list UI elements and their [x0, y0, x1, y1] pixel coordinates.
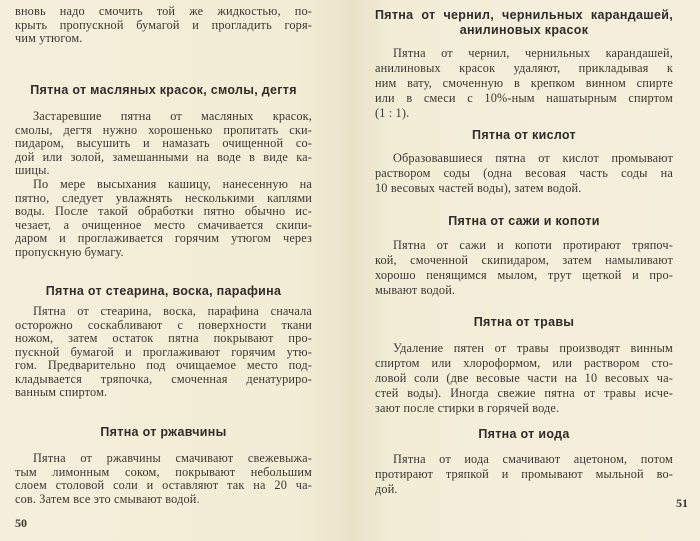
paragraph: [15, 305, 312, 400]
paragraph: [15, 452, 312, 506]
heading-line: Пятна от чернил, чернильных карандашей,: [375, 8, 673, 22]
paragraph: [375, 238, 673, 298]
text-line: дой.: [375, 482, 398, 496]
heading-line: Пятна от иода: [478, 427, 570, 441]
text-line: Пятна от иода смачивают ацетоном, потом: [393, 452, 673, 466]
text-line: осторожно соскабливают с поверхности ткани: [15, 317, 312, 332]
text-line: По мере высыхания кашицу, нанесенную на: [33, 177, 312, 191]
text-line: протирают тряпкой и промывают мыльной во-: [375, 467, 673, 481]
text-line: ножом, затем остаток пятна покрывают про-: [15, 331, 312, 345]
text-line: пидаром, высушить и намазать очищенной со-: [15, 136, 312, 150]
paragraph: [375, 452, 673, 497]
text-line: чим утюгом.: [15, 31, 83, 45]
section-heading: [375, 427, 673, 442]
text-line: сов. Затем все это смывают водой.: [15, 491, 200, 506]
heading-line: Пятна от сажи и копоти: [448, 214, 600, 228]
text-line: ванным спиртом.: [15, 385, 108, 399]
text-line: спиртом или хлороформом, или раствором сто-: [375, 356, 673, 370]
text-line: зают после стирки в горячей воде.: [375, 401, 560, 415]
heading-line: Пятна от масляных красок, смолы, дегтя: [30, 83, 297, 97]
text-line: даром и проглаживается горячим утюгом через: [15, 231, 312, 245]
text-line: (1 : 1).: [375, 106, 410, 120]
heading-line: анилиновых красок: [459, 23, 589, 37]
text-line: кой, смоченной скипидаром, затем намыливают: [375, 253, 673, 267]
text-line: Пятна от чернил, чернильных карандашей,: [393, 46, 673, 60]
text-line: гом. Предварительно под очищаемое место под-: [15, 358, 312, 372]
text-line: кладывается тряпочка, смоченная денатуриро-: [15, 371, 312, 386]
paragraph: [15, 110, 312, 178]
text-line: Образовавшиеся пятна от кислот промывают: [393, 151, 673, 165]
paragraph: [375, 46, 673, 121]
section-heading: [375, 128, 673, 143]
text-line: раствором соды (одна весовая часть соды на: [375, 166, 673, 180]
text-line: Застаревшие пятна от масляных красок,: [33, 109, 312, 123]
section-heading: [375, 315, 673, 330]
paragraph: [15, 5, 312, 46]
text-line: пятно, следует увлажнять несколькими каплями: [15, 190, 312, 205]
heading-line: Пятна от стеарина, воска, парафина: [45, 284, 282, 298]
text-line: анилиновых красок удаляют, прикладывая к: [375, 61, 673, 75]
text-line: слоем столовой соли и оставляют так на 20 ча-: [15, 478, 312, 492]
section-heading: [375, 214, 673, 229]
text-line: шицы.: [15, 163, 50, 177]
heading-line: Пятна от кислот: [472, 128, 576, 142]
text-line: ним вату, смоченную в крепком винном спирте: [375, 76, 673, 90]
text-line: Пятна от стеарина, воска, парафина сначала: [33, 304, 312, 318]
text-line: Удаление пятен от травы производят винным: [393, 341, 673, 355]
heading-line: Пятна от травы: [473, 315, 575, 329]
text-line: смолы, дегтя нужно хорошенько пропитать ски-: [15, 122, 312, 137]
text-line: тым лимонным соком, покрывают небольшим: [15, 464, 312, 479]
paragraph: [375, 151, 673, 196]
section-heading: [375, 8, 673, 38]
section-heading: [15, 84, 312, 98]
right-page: [350, 0, 700, 541]
text-line: пускной бумагой и проглаживают горячим утю-: [15, 344, 312, 359]
section-heading: [15, 426, 312, 440]
page-number: 50: [15, 516, 27, 530]
text-line: 10 весовых частей воды), затем водой.: [375, 181, 582, 195]
text-line: воды. После такой обработки пятно обычно ис-: [15, 204, 312, 218]
text-line: ловой соли (две весовые части на 10 весовых ча-: [375, 371, 673, 385]
text-line: вновь надо смочить той же жидкостью, по-: [15, 4, 312, 18]
text-line: мывают водой.: [375, 283, 456, 297]
section-heading: [15, 285, 312, 299]
text-line: чезает, а очищенное место смачивается скипи-: [15, 217, 312, 232]
text-line: или в смеси с 10%-ным нашатырным спиртом: [375, 91, 673, 105]
text-line: Пятна от ржавчины смачивают свежевыжа-: [33, 451, 312, 465]
text-line: дой или золой, замешанными на воде в виде ка-: [15, 149, 312, 164]
page-number: 51: [676, 496, 688, 510]
paragraph: [375, 341, 673, 416]
text-line: хорошо пенящимся мылом, трут щеткой и про-: [375, 268, 673, 282]
text-line: стей воды). Иногда свежие пятна от травы исче-: [375, 386, 673, 400]
text-line: пропускную бумагу.: [15, 244, 124, 259]
heading-line: Пятна от ржавчины: [100, 425, 227, 439]
text-line: Пятна от сажи и копоти протирают тряпоч-: [393, 238, 673, 252]
paragraph: [15, 178, 312, 259]
text-line: крыть пропускной бумагой и прогладить горя-: [15, 17, 312, 32]
